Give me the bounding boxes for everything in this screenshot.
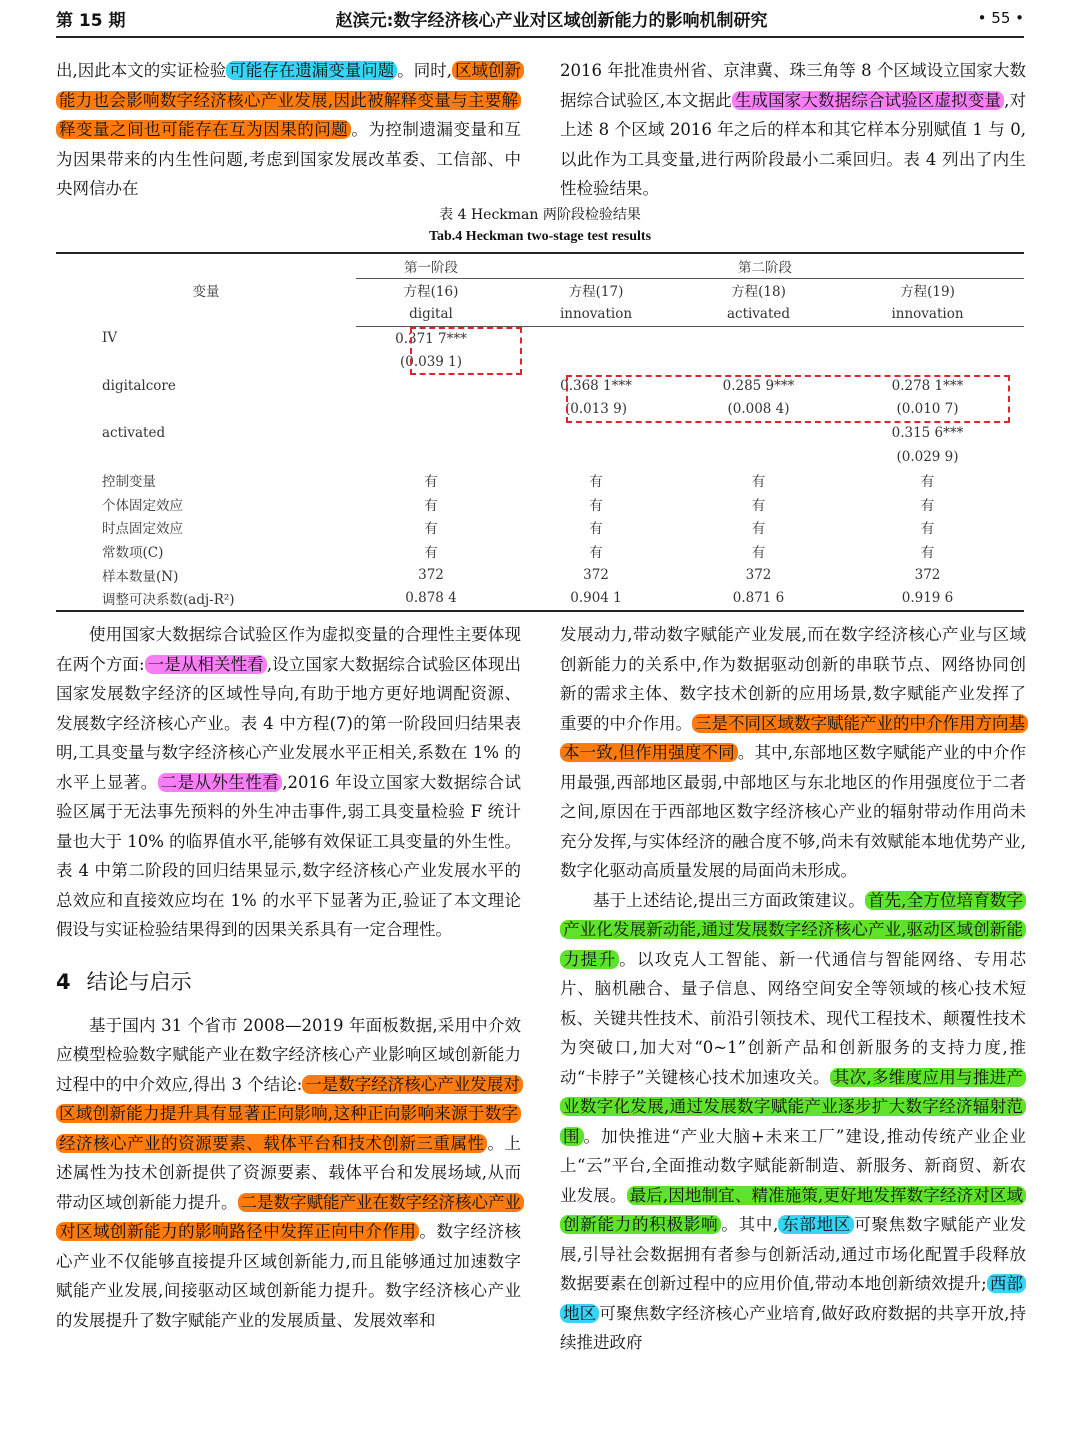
table-cell <box>356 398 506 422</box>
table-row <box>56 398 1024 422</box>
table-cell: 有 <box>920 497 935 514</box>
section-number: 4 <box>56 969 71 994</box>
table-cell: 0.371 7*** <box>395 330 467 347</box>
row-label <box>56 350 356 374</box>
table-row <box>56 350 1024 374</box>
running-head <box>56 4 1024 38</box>
equation-label: 方程(19) <box>900 284 955 301</box>
table-caption-cn: 表 4 Heckman 两阶段检验结果 <box>439 207 641 223</box>
highlight-orange: 一是数字经济核心产业发展对区域创新能力提升具有显著正向影响,这种正向影响来源于数字经济核心产业的资源要素、载体平台和技术创新三重属性 <box>56 1075 523 1153</box>
page-number: • 55 • <box>977 9 1024 27</box>
highlight-orange: 三是不同区域数字赋能产业的中介作用方向基本一致,但作用强度不同 <box>560 714 1028 763</box>
dep-var-label: innovation <box>506 302 686 326</box>
text-span: 。以攻克人工智能、新一代通信与智能网络、专用芯片、脑机融合、量子信息、网络空间安全等领域的核心技术短板、关键共性技术、前沿引领技术、现代工程技术、颠覆性技术为突破口,加大对“0~1”创新产品和创新服务的支持力度,推动“卡脖子”关键核心技术加速攻关。 <box>560 949 1027 1087</box>
row-label: IV <box>102 330 118 347</box>
equation-label: 方程(16) <box>403 284 459 301</box>
table-cell: 0.315 6*** <box>891 424 964 441</box>
highlight-blue: 东部地区 <box>778 1215 854 1234</box>
table-cell: 0.278 1*** <box>891 377 964 394</box>
table-cell <box>506 350 686 374</box>
table-cell: 有 <box>424 474 438 491</box>
text-span: 。加快推进“产业大脑+未来工厂”建设,推动传统产业企业上“云”平台,全面推动数字赋能新制造、新服务、新商贸、新农业发展。 <box>560 1126 1026 1205</box>
article-running-title: 赵滨元:数字经济核心产业对区域创新能力的影响机制研究 <box>335 10 768 31</box>
table-header-row <box>56 253 1024 278</box>
table-row <box>56 445 1024 469</box>
table-cell: (0.029 9) <box>896 448 959 465</box>
stage2-header: 第二阶段 <box>506 253 1024 278</box>
row-label: 调整可决系数(adj-R²) <box>56 586 356 611</box>
table-cell: 0.368 1*** <box>560 377 632 394</box>
table-cell: 有 <box>424 544 438 561</box>
table-cell: 有 <box>751 544 766 561</box>
paragraph <box>56 1011 521 1336</box>
table-cell <box>356 445 506 469</box>
row-label: 控制变量 <box>102 474 156 491</box>
text-span: 。同时, <box>397 61 452 80</box>
table-cell: 有 <box>920 521 935 538</box>
text-span: 2016 年批准贵州省、京津冀、珠三角等 8 个区域设立国家大数据综合试验区,本文据此 <box>560 61 1026 110</box>
highlight-pink: 一是从相关性看 <box>145 655 267 674</box>
paragraph <box>560 56 1026 204</box>
text-span: 。其中,东部地区数字赋能产业的中介作用最强,西部地区最弱,中部地区与东北地区的作用强度位于二者之间,原因在于西部地区数字经济核心产业的辐射带动作用尚未充分发挥,与实体经济的融合度不够,尚未有效赋能本地优势产业,数字化驱动高质量发展的局面尚未形成。 <box>560 743 1027 880</box>
highlight-blue: 可能存在遗漏变量问题 <box>226 61 397 80</box>
highlight-green: 首先,全方位培育数字产业化发展新动能,通过发展数字经济核心产业,驱动区域创新能力提升 <box>560 891 1026 969</box>
left-column-top <box>56 56 521 204</box>
table-cell <box>506 421 686 445</box>
row-label: 个体固定效应 <box>102 497 183 514</box>
table-cell: (0.008 4) <box>727 401 790 418</box>
text-span: 出,因此本文的实证检验 <box>56 61 227 80</box>
table-cell: (0.039 1) <box>399 354 463 371</box>
table-row <box>56 468 1024 492</box>
paragraph <box>56 56 521 204</box>
table-row <box>56 326 1024 350</box>
table-cell <box>356 421 506 445</box>
text-span: 基于上述结论,提出三方面政策建议。 <box>593 890 865 910</box>
table-row <box>56 516 1024 540</box>
table-cell: 有 <box>589 544 603 561</box>
row-label <box>56 445 356 469</box>
table-cell: 有 <box>589 474 603 491</box>
text-span: 可聚焦数字经济核心产业培育,做好政府数据的共享开放,持续推进政府 <box>560 1303 1027 1352</box>
table-cell <box>831 350 1024 374</box>
table-cell: 有 <box>751 521 766 538</box>
table-cell: 有 <box>920 544 935 561</box>
row-label: digitalcore <box>102 377 176 394</box>
table-row <box>56 421 1024 445</box>
equation-label: 方程(18) <box>731 284 786 301</box>
highlight-blue: 西部地区 <box>560 1274 1026 1323</box>
table-cell: 有 <box>589 521 603 538</box>
text-span: ,2016 年设立国家大数据综合试验区属于无法事先预料的外生冲击事件,弱工具变量检验 F 统计量也大于 10% 的临界值水平,能够有效保证工具变量的外生性。表 4 中第二阶段的回归结果显示,数字经济核心产业发展水平的总效应和直接效应均在 1% 的水平下显著为正,验证了本文理论假设与实证检验结果得到的因果关系具有一定合理性。 <box>56 772 522 939</box>
paragraph <box>560 886 1026 1358</box>
row-label <box>56 398 356 422</box>
table-4 <box>56 204 1024 612</box>
highlight-orange: 二是数字赋能产业在数字经济核心产业对区域创新能力的影响路径中发挥正向中介作用 <box>56 1193 524 1242</box>
table-cell <box>686 445 831 469</box>
right-column-top <box>560 56 1026 204</box>
text-span: 。数字经济核心产业不仅能够直接提升区域创新能力,而且能够通过加速数字赋能产业发展,间接驱动区域创新能力提升。数字经济核心产业的发展提升了数字赋能产业的发展质量、发展效率和 <box>56 1222 522 1330</box>
table-cell <box>686 421 831 445</box>
table-cell <box>506 445 686 469</box>
text-span: 。为控制遗漏变量和互为因果带来的内生性问题,考虑到国家发展改革委、工信部、中央网信办在 <box>56 120 522 198</box>
table-cell <box>506 326 686 350</box>
table-cell: 372 <box>583 566 609 583</box>
table-cell: (0.010 7) <box>896 401 959 418</box>
text-span: ,设立国家大数据综合试验区体现出国家发展数字经济的区域性导向,有助于地方更好地调配资源、发展数字经济核心产业。表 4 中方程(7)的第一阶段回归结果表明,工具变量与数字经济核心产业发展水平正相关,系数在 1% 的水平上显著。 <box>56 654 522 792</box>
table-cell <box>686 326 831 350</box>
table-cell: 有 <box>751 497 766 514</box>
table-cell: 0.904 1 <box>506 586 686 611</box>
table-cell <box>831 326 1024 350</box>
table-cell: 有 <box>424 521 438 538</box>
paragraph <box>56 620 521 945</box>
table-cell: 372 <box>418 566 444 583</box>
regression-table <box>56 252 1024 612</box>
table-cell: 有 <box>751 474 766 491</box>
row-label: activated <box>102 424 166 441</box>
row-label: 样本数量(N) <box>102 568 179 585</box>
section-heading <box>56 967 521 997</box>
table-cell: 有 <box>424 497 438 514</box>
table-row <box>56 586 1024 611</box>
text-span: 基于国内 31 个省市 2008—2019 年面板数据,采用中介效应模型检验数字赋能产业在数字经济核心产业影响区域创新能力过程中的中介效应,得出 3 个结论: <box>56 1015 521 1094</box>
highlight-orange: 区域创新能力也会影响数字经济核心产业发展,因此被解释变量与主要解释变量之间也可能存在互为因果的问题 <box>56 61 524 139</box>
dep-var-label: digital <box>356 302 506 326</box>
stage1-header: 第一阶段 <box>356 253 506 278</box>
text-span: 可聚焦数字赋能产业发展,引导社会数据拥有者参与创新活动,通过市场化配置手段释放数据要素在创新过程中的应用价值,带动本地创新绩效提升; <box>560 1215 1027 1293</box>
table-row <box>56 563 1024 587</box>
text-span: 。其中, <box>721 1215 779 1234</box>
right-column-bottom <box>560 620 1026 1358</box>
table-cell: 0.878 4 <box>356 586 506 611</box>
issue-number: 第 15 期 <box>56 10 126 31</box>
table-cell: 0.919 6 <box>831 586 1024 611</box>
table-row <box>56 539 1024 563</box>
equation-label: 方程(17) <box>568 284 624 301</box>
table-cell: 372 <box>914 566 941 583</box>
dep-var-label: innovation <box>831 302 1024 326</box>
row-label: 时点固定效应 <box>102 521 183 538</box>
var-header: 变量 <box>56 253 356 326</box>
table-cell: 372 <box>745 566 772 583</box>
table-cell: 有 <box>589 497 603 514</box>
table-caption-en: Tab.4 Heckman two-stage test results <box>428 229 652 244</box>
highlight-green: 其次,多维度应用与推进产业数字化发展,通过发展数字赋能产业逐步扩大数字经济辐射范围 <box>560 1068 1026 1146</box>
table-cell: 有 <box>920 474 935 491</box>
text-span: 发展动力,带动数字赋能产业发展,而在数字经济核心产业与区域创新能力的关系中,作为数据驱动创新的串联节点、网络协同创新的需求主体、数字技术创新的应用场景,数字赋能产业发挥了重要的中介作用。 <box>560 625 1026 733</box>
text-span: 。上述属性为技术创新提供了资源要素、载体平台和发展场域,从而带动区域创新能力提升。 <box>56 1133 522 1212</box>
table-cell: (0.013 9) <box>564 401 628 418</box>
row-label: 常数项(C) <box>102 544 164 561</box>
paragraph <box>560 620 1026 886</box>
table-row <box>56 374 1024 398</box>
table-cell <box>686 350 831 374</box>
dep-var-label: activated <box>686 302 831 326</box>
highlight-pink: 生成国家大数据综合试验区虚拟变量 <box>732 91 1004 110</box>
table-cell <box>356 374 506 398</box>
table-row <box>56 492 1024 516</box>
table-cell: 0.871 6 <box>686 586 831 611</box>
left-column-bottom <box>56 620 521 1335</box>
table-cell: 0.285 9*** <box>722 377 795 394</box>
text-span: 使用国家大数据综合试验区作为虚拟变量的合理性主要体现在两个方面: <box>56 625 521 674</box>
highlight-pink: 二是从外生性看 <box>158 773 283 792</box>
highlight-green: 最后,因地制宜、精准施策,更好地发挥数字经济对区域创新能力的积极影响 <box>560 1186 1026 1235</box>
text-span: ,对上述 8 个区域 2016 年之后的样本和其它样本分别赋值 1 与 0,以此作为工具变量,进行两阶段最小二乘回归。表 4 列出了内生性检验结果。 <box>560 90 1027 198</box>
section-title: 结论与启示 <box>86 969 192 994</box>
